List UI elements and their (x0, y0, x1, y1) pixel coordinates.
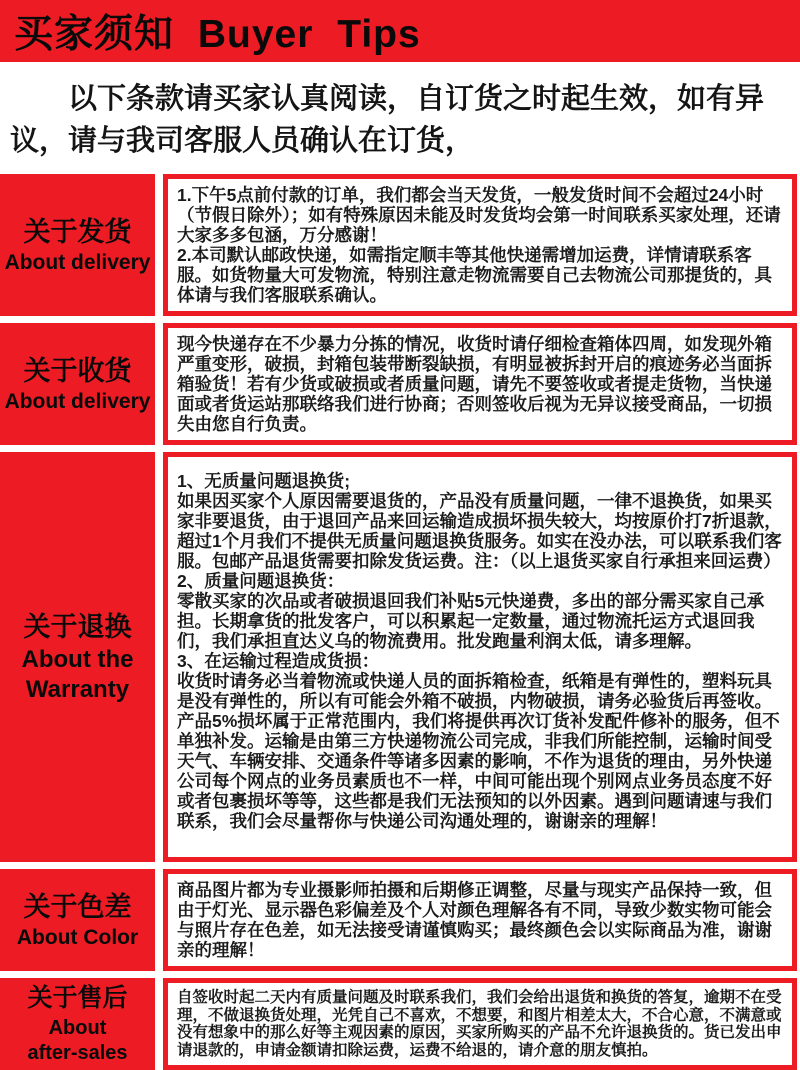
section-receiving-content (163, 323, 797, 445)
section-label-en: About Color (16, 926, 139, 950)
paragraph: 1、无质量问题退换货; (177, 471, 351, 491)
section-aftersales (0, 978, 797, 1070)
section-shipping-label (0, 174, 155, 316)
paragraph: 零散买家的次品或者破损退回我们补贴5元快递费，多出的部分需买家自己承担。长期拿货的批发客户，可以积累起一定数量，通过物流托运方式退回我们，我们承担直达义乌的物流费用。批发跑量利润太低，请多理解。 (177, 591, 765, 651)
paragraph: 2、质量问题退换货： (177, 571, 345, 591)
intro-text: 以下条款请买家认真阅读，自订货之时起生效，如有异议，请与我司客服人员确认在订货， (10, 83, 765, 157)
section-warranty-label (0, 452, 155, 862)
section-shipping (0, 174, 797, 316)
paragraph: 现今快递存在不少暴力分拣的情况，收货时请仔细检查箱体四周，如发现外箱严重变形，破损，封箱包装带断裂缺损，有明显被拆封开启的痕迹务必当面拆箱验货！若有少货或破损或者质量问题，请先不要签收或者提走货物，当快递面或者货运站那联络我们进行协商；否则签收后视为无异议接受商品，一切损失由您自行负责。 (177, 334, 772, 434)
section-color-label (0, 869, 155, 971)
section-warranty-content (163, 452, 797, 862)
section-label-cn: 关于色差 (23, 891, 132, 922)
section-label-en: About (48, 1016, 107, 1039)
section-label-en: About delivery (4, 390, 151, 414)
paragraph: 如果因买家个人原因需要退货的，产品没有质量问题，一律不退换货，如果买家非要退货，由于退回产品来回运输造成损坏损失较大，均按原价打7折退款，超过1个月我们不提供无质量问题退换货服务。如实在没办法，可以联系我们客服。包邮产品退货需要扣除发货运费。注：（以上退货买家自行承担来回运费） (177, 491, 782, 571)
section-label-cn: 关于售后 (27, 984, 128, 1013)
section-label-cn: 关于收货 (23, 355, 132, 386)
section-label-en: About delivery (4, 251, 151, 275)
page-title: 买家须知 Buyer Tips (14, 13, 421, 56)
paragraph: 商品图片都为专业摄影师拍摄和后期修正调整，尽量与现实产品保持一致，但由于灯光、显示器色彩偏差及个人对颜色理解各有不同，导致少数实物可能会与照片存在色差，如无法接受请谨慎购买；最终颜色会以实际商品为准，谢谢亲的理解！ (177, 880, 772, 960)
section-warranty (0, 452, 797, 862)
paragraph: 收货时请务必当着物流或快递人员的面拆箱检查，纸箱是有弹性的，塑料玩具是没有弹性的，所以有可能会外箱不破损，内物破损，请务必验货后再签收。产品5%损坏属于正常范围内，我们将提供再次订货补发配件修补的服务，但不单独补发。运输是由第三方快递物流公司完成，非我们所能控制，运输时间受天气、车辆安排、交通条件等诸多因素的影响，不作为退货的理由，另外快递公司每个网点的业务员素质也不一样，中间可能出现个别网点业务员态度不好或者包裹损坏等等，这些都是我们无法预知的以外因素。遇到问题请速与我们联系，我们会尽量帮你与快递公司沟通处理的，谢谢亲的理解！ (177, 671, 780, 831)
section-label-en: after-sales (27, 1041, 128, 1064)
paragraph: 2.本司默认邮政快递，如需指定顺丰等其他快递需增加运费，详情请联系客服。如货物量大可发物流，特别注意走物流需要自己去物流公司那提货的，具体请与我们客服联系确认。 (177, 245, 772, 305)
paragraph: 3、在运输过程造成货损： (177, 651, 380, 671)
section-aftersales-content (163, 978, 797, 1070)
section-label-cn: 关于退换 (23, 611, 132, 642)
section-receiving-label (0, 323, 155, 445)
section-color-content (163, 869, 797, 971)
section-color (0, 869, 797, 971)
section-label-en: Warranty (25, 676, 130, 704)
section-aftersales-label (0, 978, 155, 1070)
paragraph: 自签收时起二天内有质量问题及时联系我们，我们会给出退货和换货的答复，逾期不在受理，不做退换货处理，光凭自己不喜欢，不想要，和图片相差太大，不合心意，不满意或没有想象中的那么好等主观因素的原因，买家所购买的产品不允许退换货的。货已发出申请退款的，申请金额请扣除运费，运费不给退的，请介意的朋友慎拍。 (177, 989, 782, 1059)
page-header (0, 0, 800, 62)
section-label-cn: 关于发货 (23, 216, 132, 247)
section-label-en: About the (21, 646, 134, 674)
section-shipping-content (163, 174, 797, 316)
section-receiving (0, 323, 797, 445)
paragraph: 1.下午5点前付款的订单，我们都会当天发货，一般发货时间不会超过24小时（节假日除外）；如有特殊原因未能及时发货均会第一时间联系买家处理，还请大家多多包涵，万分感谢！ (177, 185, 781, 245)
